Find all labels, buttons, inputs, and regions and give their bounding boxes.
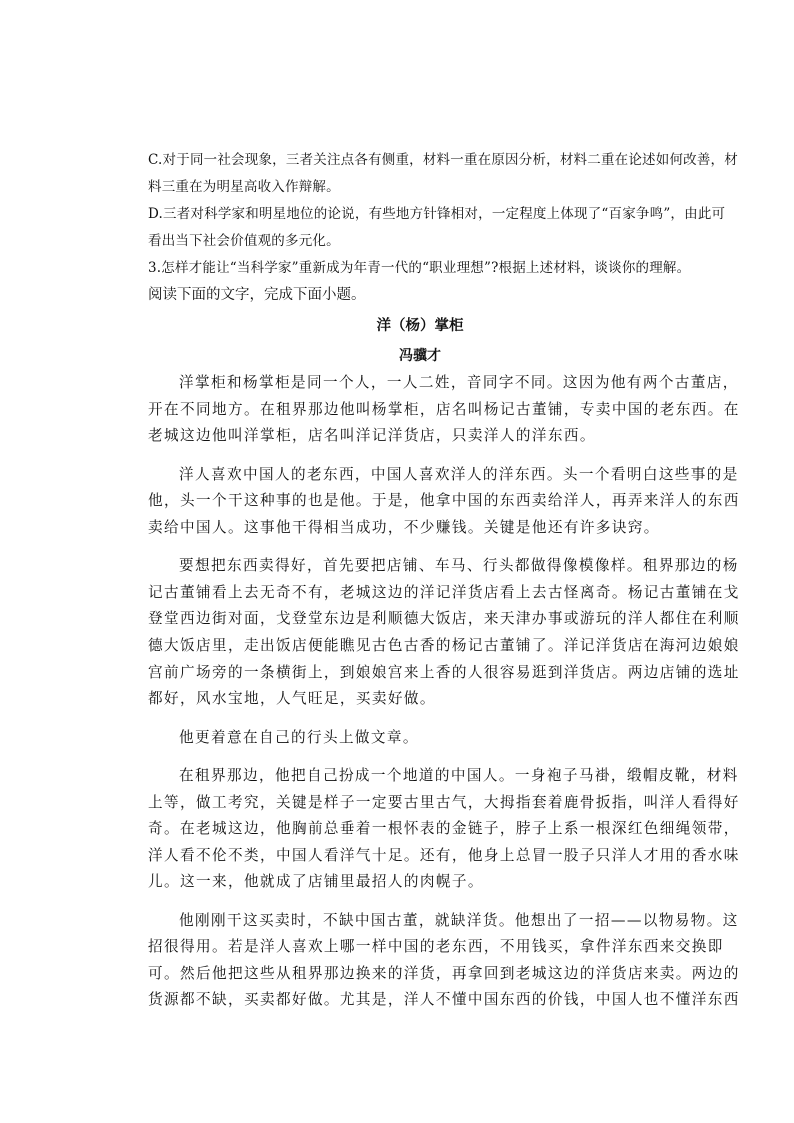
article-author: 冯骥才 bbox=[399, 348, 441, 364]
question-option-d bbox=[148, 201, 773, 255]
reading-instruction: 阅读下面的文字，完成下面小题。 bbox=[148, 287, 366, 303]
paragraph-line: 都好，风水宝地，人气旺足，买卖好做。 bbox=[148, 690, 436, 708]
paragraph-line: 登堂西边街对面，戈登堂东边是利顺德大饭店，来天津办事或游玩的洋人都住在利顺 bbox=[148, 610, 740, 628]
paragraph-line: 开在不同地方。在租界那边他叫杨掌柜，店名叫杨记古董铺，专卖中国的老东西。在 bbox=[148, 400, 740, 418]
option-c-line-1: C.对于同一社会现象，三者关注点各有侧重，材料一重在原因分析，材料二重在论述如何改善，材 bbox=[148, 152, 738, 168]
article-paragraph-6 bbox=[148, 908, 748, 1014]
paragraph-line: 洋掌柜和杨掌柜是同一个人，一人二姓，音同字不同。这因为他有两个古董店， bbox=[179, 374, 739, 391]
paragraph-line: 奇。在老城这边，他胸前总垂着一根怀表的金链子，脖子上系一根深红色细绳领带， bbox=[148, 820, 740, 838]
paragraph-line: 洋人喜欢中国人的老东西，中国人喜欢洋人的洋东西。头一个看明白这些事的是 bbox=[179, 465, 739, 483]
article-paragraph-3 bbox=[148, 553, 748, 713]
paragraph-line: 要想把东西卖得好，首先要把店铺、车马、行头都做得像模像样。租界那边的杨 bbox=[179, 557, 739, 575]
article-paragraph-2 bbox=[148, 462, 748, 542]
paragraph-line: 上等，做工考究，关键是样子一定要古里古气，大拇指套着鹿骨扳指，叫洋人看得好 bbox=[148, 793, 740, 811]
option-c-line-2: 料三重在为明星高收入作辩解。 bbox=[148, 179, 340, 195]
article-paragraph-1 bbox=[148, 370, 748, 450]
paragraph-line: 在租界那边，他把自己扮成一个地道的中国人。一身袍子马褂，缎帽皮靴，材料 bbox=[179, 766, 739, 784]
option-d-line-2: 看出当下社会价值观的多元化。 bbox=[148, 233, 340, 249]
paragraph-line: 可。然后他把这些从租界那边换来的洋货，再拿回到老城这边的洋货店来卖。两边的 bbox=[148, 964, 740, 982]
paragraph-line: 他，头一个干这种事的也是他。于是，他拿中国的东西卖给洋人，再弄来洋人的东西 bbox=[148, 492, 740, 510]
paragraph-line: 宫前广场旁的一条横街上，到娘娘宫来上香的人很容易逛到洋货店。两边店铺的选址 bbox=[148, 663, 740, 681]
option-d-line-1: D.三者对科学家和明星地位的论说，有些地方针锋相对，一定程度上体现了“百家争鸣”，由此可 bbox=[148, 206, 726, 222]
paragraph-line: 老城这边他叫洋掌柜，店名叫洋记洋货店，只卖洋人的洋东西。 bbox=[148, 427, 596, 445]
question-3 bbox=[148, 255, 773, 282]
article-body bbox=[148, 370, 748, 1026]
paragraph-line: 德大饭店里，走出饭店便能瞧见古色古香的杨记古董铺了。洋记洋货店在海河边娘娘 bbox=[148, 636, 740, 654]
paragraph-line: 货源都不缺，买卖都好做。尤其是，洋人不懂中国东西的价钱，中国人也不懂洋东西 bbox=[148, 991, 740, 1009]
article-paragraph-5 bbox=[148, 763, 748, 896]
paragraph-line: 洋人看不伦不类，中国人看洋气十足。还有，他身上总冒一股子只洋人才用的香水味 bbox=[148, 846, 740, 864]
article-paragraph-4 bbox=[148, 725, 748, 752]
paragraph-line: 记古董铺看上去无奇不有，老城这边的洋记洋货店看上去古怪离奇。杨记古董铺在戈 bbox=[148, 583, 740, 601]
paragraph-line: 招很得用。若是洋人喜欢上哪一样中国的老东西，不用钱买，拿件洋东西来交换即 bbox=[148, 938, 724, 956]
question-option-c bbox=[148, 147, 773, 201]
article-title: 洋（杨）掌柜 bbox=[376, 318, 464, 334]
paragraph-line: 他刚刚干这买卖时，不缺中国古董，就缺洋货。他想出了一招——以物易物。这 bbox=[179, 911, 739, 929]
paragraph-line: 卖给中国人。这事他干得相当成功，不少赚钱。关键是他还有许多诀窍。 bbox=[148, 518, 660, 536]
question-3-text: 3.怎样才能让“当科学家”重新成为年青一代的“职业理想”?根据上述材料，谈谈你的理解。 bbox=[148, 260, 691, 276]
paragraph-line: 他更着意在自己的行头上做文章。 bbox=[179, 728, 419, 746]
paragraph-line: 儿。这一来，他就成了店铺里最招人的肉幌子。 bbox=[148, 873, 484, 891]
